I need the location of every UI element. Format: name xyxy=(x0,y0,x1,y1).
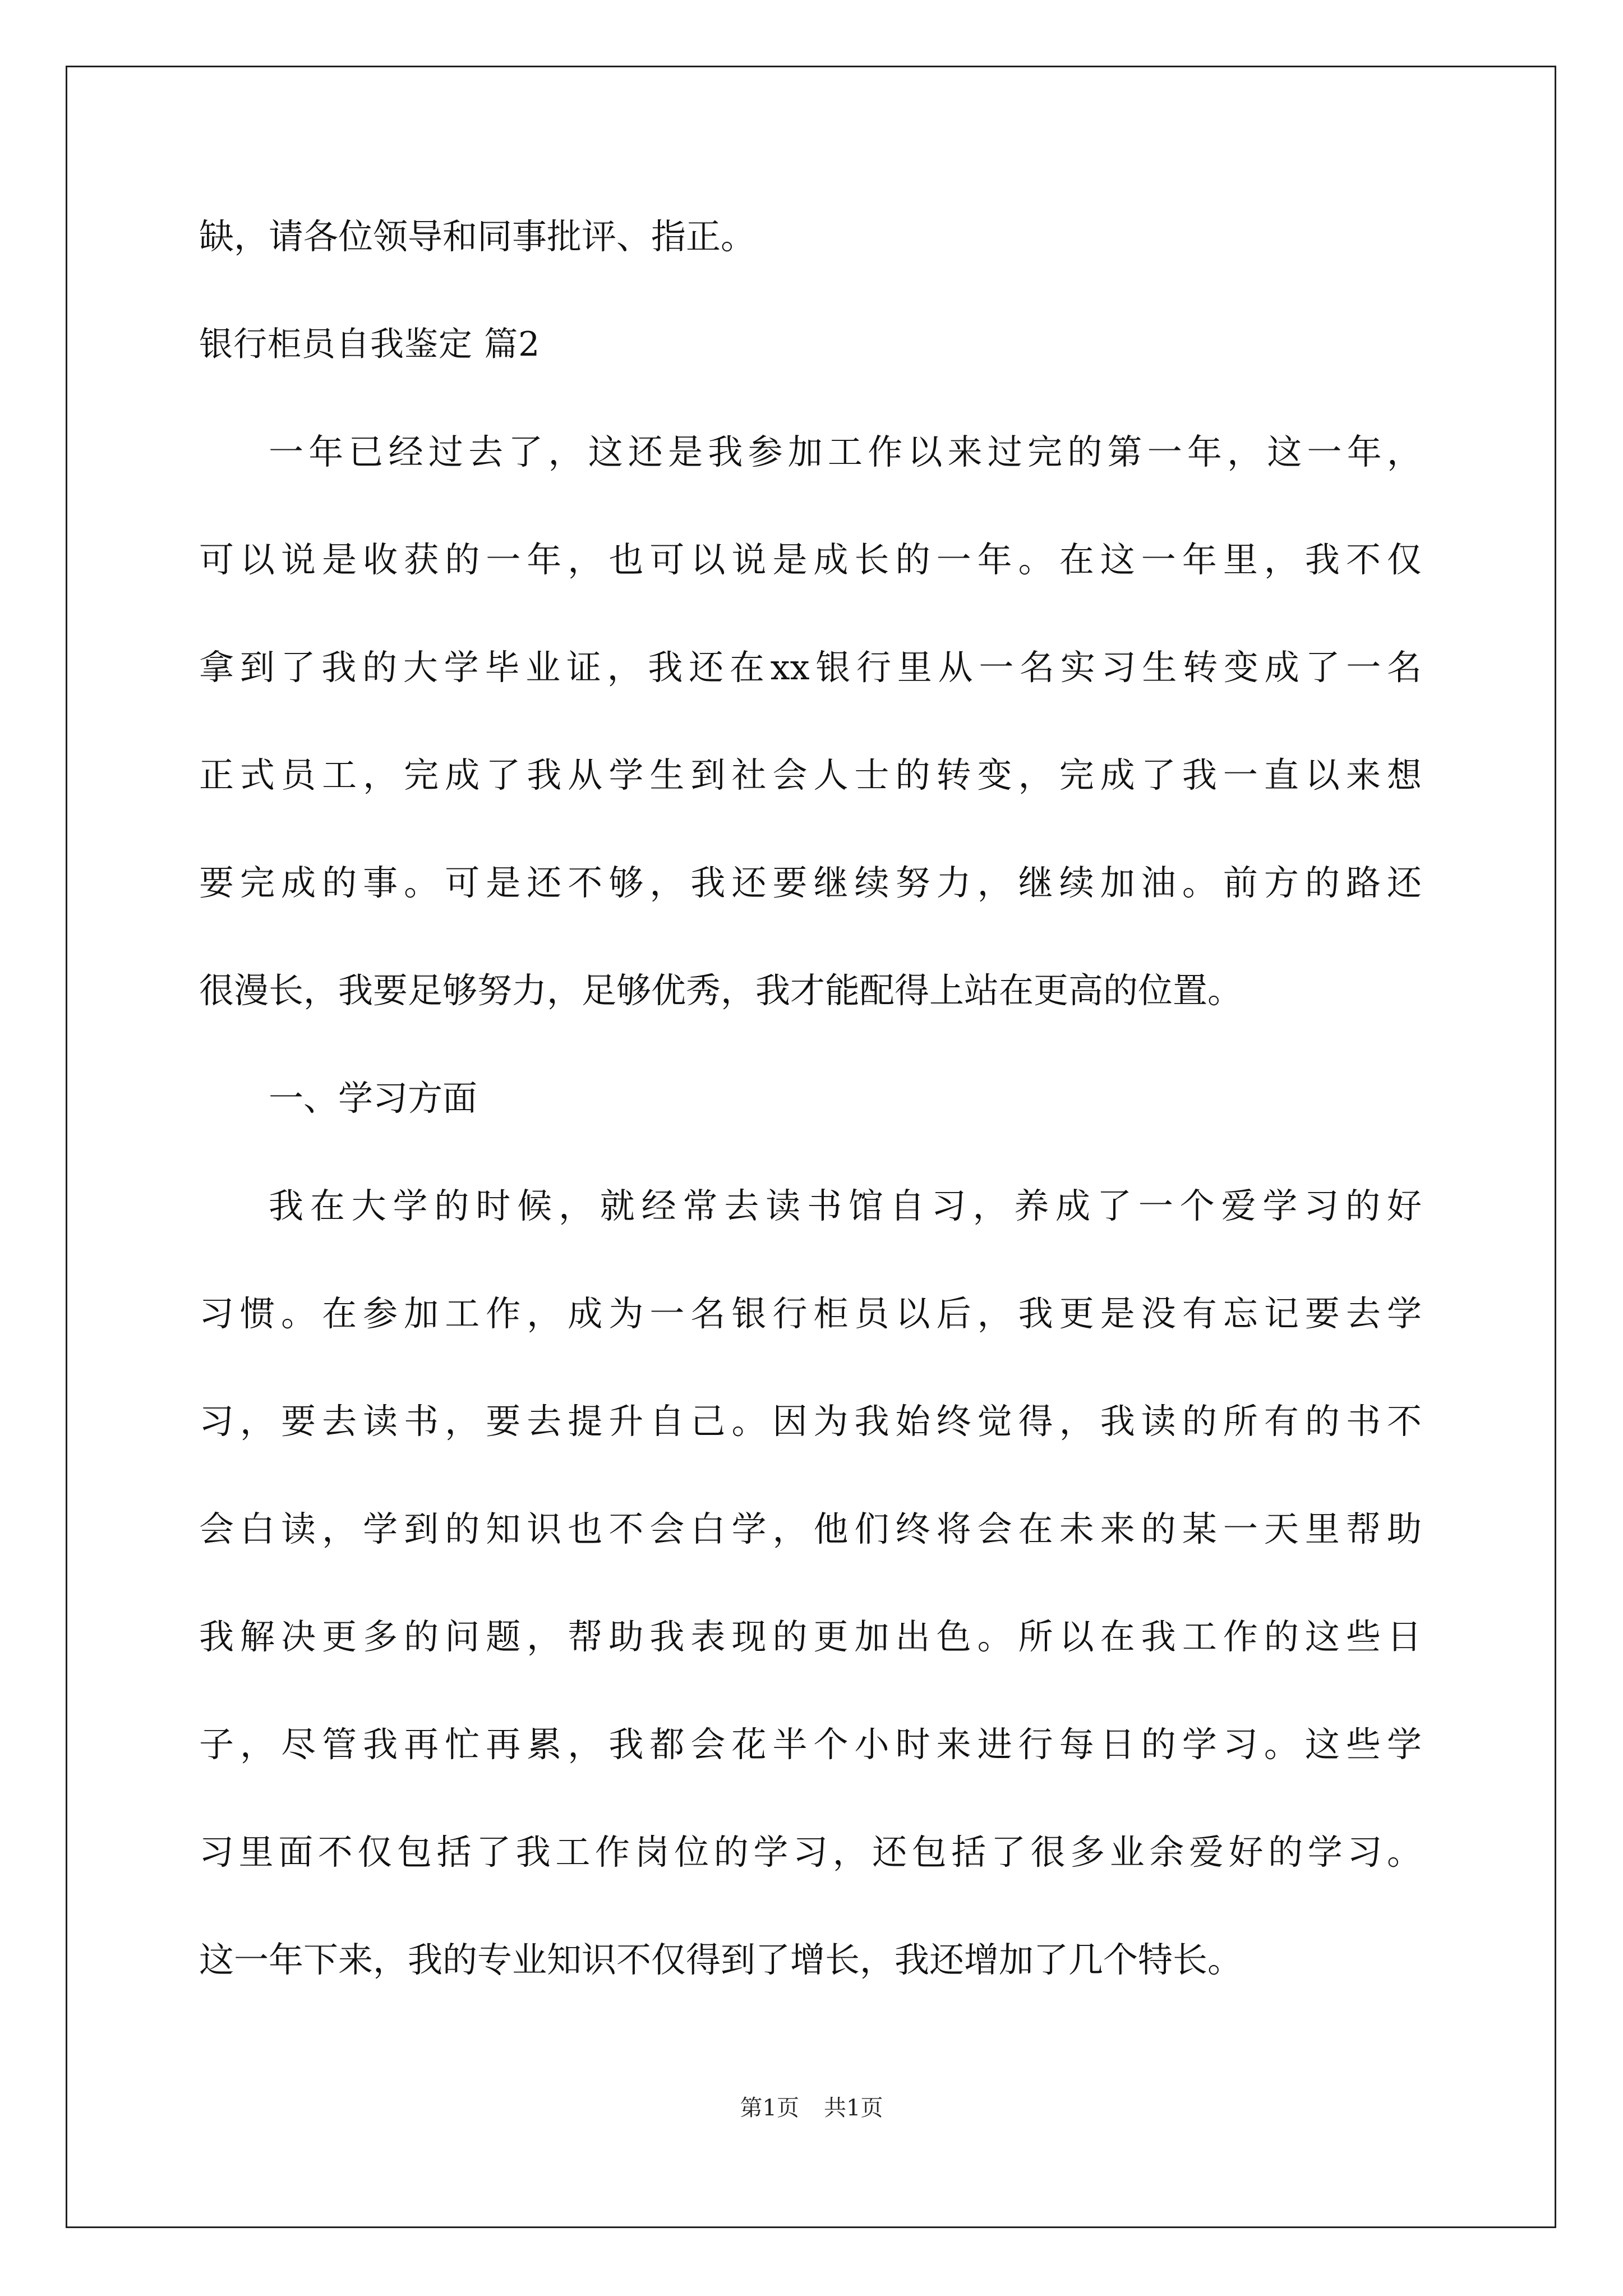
paragraph-line: 一年已经过去了，这还是我参加工作以来过完的第一年，这一年， xyxy=(269,431,1422,472)
paragraph-line: 拿到了我的大学毕业证，我还在xx银行里从一名实习生转变成了一名 xyxy=(199,647,1422,688)
paragraph-line: 会白读，学到的知识也不会白学，他们终将会在未来的某一天里帮助 xyxy=(199,1508,1422,1549)
paragraph-line: 缺，请各位领导和同事批评、指正。 xyxy=(199,216,756,257)
paragraph-line: 习里面不仅包括了我工作岗位的学习，还包括了很多业余爱好的学习。 xyxy=(199,1832,1422,1872)
paragraph-line: 我在大学的时候，就经常去读书馆自习，养成了一个爱学习的好 xyxy=(269,1185,1422,1226)
section-heading: 银行柜员自我鉴定 篇2 xyxy=(199,325,541,364)
paragraph-line: 习，要去读书，要去提升自己。因为我始终觉得，我读的所有的书不 xyxy=(199,1401,1422,1442)
page-number-current: 第1页 xyxy=(740,2095,799,2121)
subsection-heading: 一、学习方面 xyxy=(269,1078,478,1119)
paragraph-line: 这一年下来，我的专业知识不仅得到了增长，我还增加了几个特长。 xyxy=(199,1939,1243,1980)
document-body xyxy=(199,214,1422,2045)
paragraph-line: 习惯。在参加工作，成为一名银行柜员以后，我更是没有忘记要去学 xyxy=(199,1293,1422,1334)
paragraph-line: 可以说是收获的一年，也可以说是成长的一年。在这一年里，我不仅 xyxy=(199,539,1422,580)
page-footer xyxy=(0,2094,1623,2122)
paragraph-line: 正式员工，完成了我从学生到社会人士的转变，完成了我一直以来想 xyxy=(199,754,1422,795)
paragraph-line: 很漫长，我要足够努力，足够优秀，我才能配得上站在更高的位置。 xyxy=(199,970,1243,1011)
paragraph-line: 子，尽管我再忙再累，我都会花半个小时来进行每日的学习。这些学 xyxy=(199,1724,1422,1765)
page-number-total: 共1页 xyxy=(824,2095,883,2121)
paragraph-line: 我解决更多的问题，帮助我表现的更加出色。所以在我工作的这些日 xyxy=(199,1616,1422,1657)
paragraph-line: 要完成的事。可是还不够，我还要继续努力，继续加油。前方的路还 xyxy=(199,862,1422,903)
